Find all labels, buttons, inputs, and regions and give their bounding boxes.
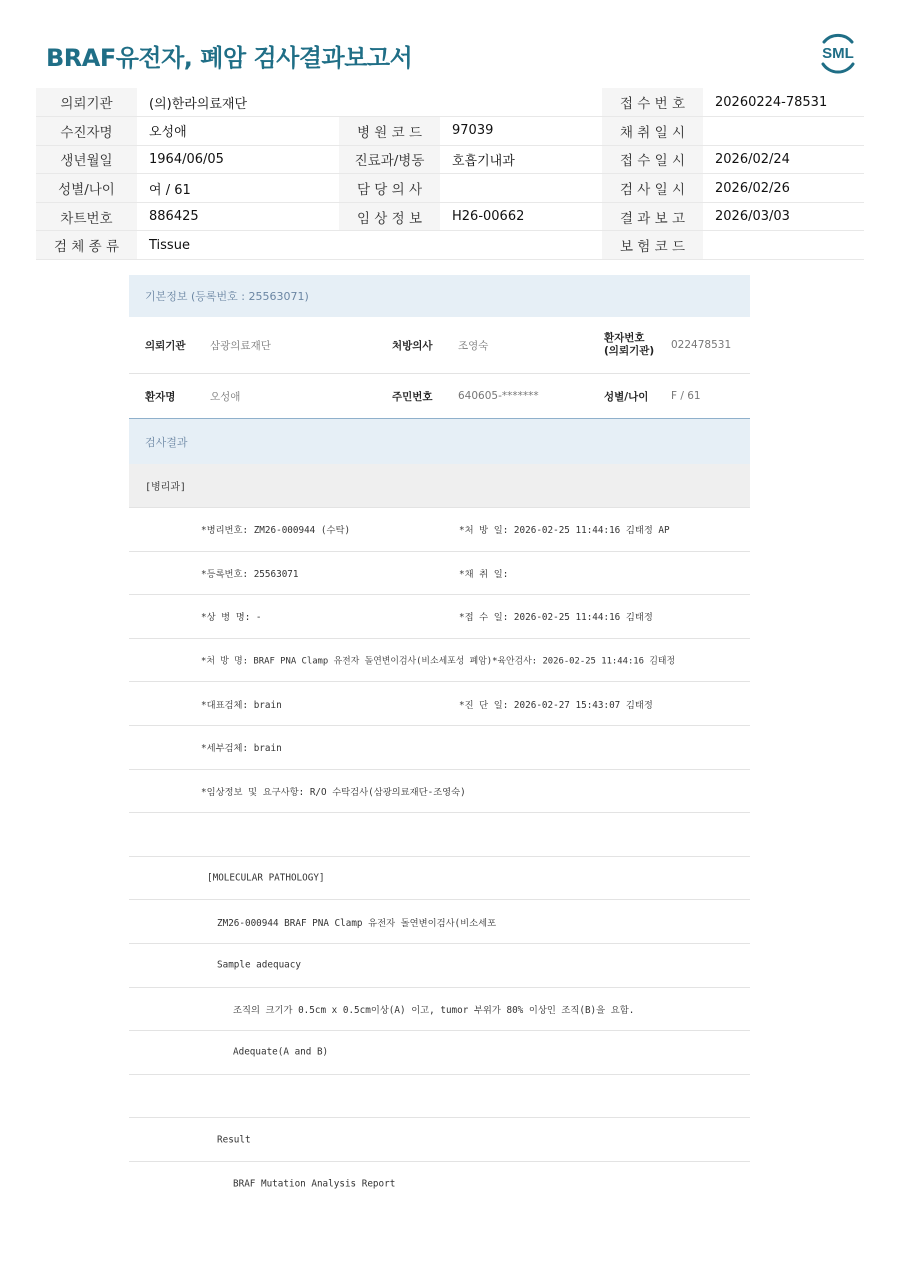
report-title: BRAF유전자, 폐암 검사결과보고서 bbox=[46, 44, 413, 72]
cell-empty bbox=[440, 88, 602, 117]
patient-no-label bbox=[604, 332, 671, 358]
patient-no-label-line2: (의뢰기관) bbox=[604, 345, 655, 357]
header-row bbox=[36, 174, 864, 203]
result-row bbox=[129, 988, 750, 1032]
doctor-value: 조영숙 bbox=[458, 339, 489, 352]
path-no-text: *병리번호: ZM26-000944 (수탁) bbox=[201, 525, 351, 537]
basic-info-section-title: 기본정보 (등록번호 : 25563071) bbox=[129, 275, 750, 317]
patient-name-value: 오성애 bbox=[210, 390, 241, 403]
cell-value: 오성애 bbox=[137, 117, 339, 146]
cell-label: 성별/나이 bbox=[36, 174, 137, 203]
cell-value: 2026/02/26 bbox=[703, 174, 864, 203]
cell-label: 접 수 일 시 bbox=[602, 145, 703, 174]
cell-empty bbox=[339, 231, 440, 260]
cell-value bbox=[440, 174, 602, 203]
cell-value: 97039 bbox=[440, 117, 602, 146]
result-row bbox=[129, 857, 750, 901]
result-row bbox=[129, 639, 750, 683]
header-row bbox=[36, 231, 864, 260]
cell-value: 2026/02/24 bbox=[703, 145, 864, 174]
rep-specimen-text: *대표검체: brain bbox=[201, 699, 282, 711]
department-header: [병리과] bbox=[129, 464, 750, 508]
result-row bbox=[129, 1162, 750, 1206]
cell-value bbox=[703, 117, 864, 146]
result-row bbox=[129, 1031, 750, 1075]
cell-label: 결 과 보 고 bbox=[602, 202, 703, 231]
sex-age-label: 성별/나이 bbox=[604, 390, 649, 403]
basic-info-row bbox=[129, 317, 750, 374]
cell-label: 의뢰기관 bbox=[36, 88, 137, 117]
cell-label: 차트번호 bbox=[36, 202, 137, 231]
patient-no-label-line1: 환자번호 bbox=[604, 332, 645, 344]
logo-text: SML bbox=[822, 45, 854, 62]
order-name-text: *처 방 명: BRAF PNA Clamp 유전자 돌연변이검사(비소세포성 폐암)*육안검사: 2026-02-25 11:44:16 김태정 bbox=[201, 656, 676, 667]
cell-label: 임 상 정 보 bbox=[339, 202, 440, 231]
inst-label: 의뢰기관 bbox=[145, 339, 186, 352]
result-row bbox=[129, 726, 750, 770]
result-section-title: 검사결과 bbox=[129, 418, 750, 464]
receipt-date-text: *접 수 일: 2026-02-25 11:44:16 김태정 bbox=[459, 612, 653, 624]
cell-label: 병 원 코 드 bbox=[339, 117, 440, 146]
inst-value: 삼광의료재단 bbox=[210, 339, 271, 352]
result-label: Result bbox=[217, 1134, 251, 1146]
result-row bbox=[129, 595, 750, 639]
result-row-blank bbox=[129, 1075, 750, 1119]
order-date-text: *처 방 일: 2026-02-25 11:44:16 김태정 AP bbox=[459, 525, 670, 537]
result-row bbox=[129, 552, 750, 596]
sample-adequacy-text: Sample adequacy bbox=[217, 959, 301, 971]
collect-date-text: *채 취 일: bbox=[459, 568, 509, 580]
report-title-text: BRAF Mutation Analysis Report bbox=[233, 1178, 396, 1190]
header-row bbox=[36, 88, 864, 117]
cell-label: 채 취 일 시 bbox=[602, 117, 703, 146]
cell-value: (의)한라의료재단 bbox=[137, 88, 339, 117]
cell-label: 보 험 코 드 bbox=[602, 231, 703, 260]
cell-label: 검 사 일 시 bbox=[602, 174, 703, 203]
cell-value: 2026/03/03 bbox=[703, 202, 864, 231]
rrn-value: 640605-******* bbox=[458, 390, 539, 402]
adequacy-criteria-text: 조직의 크기가 0.5cm x 0.5cm이상(A) 이고, tumor 부위가 80% 이상인 조직(B)을 요함. bbox=[233, 1004, 635, 1016]
header-row bbox=[36, 117, 864, 146]
adequate-text: Adequate(A and B) bbox=[233, 1046, 329, 1058]
cell-value: 여 / 61 bbox=[137, 174, 339, 203]
result-row bbox=[129, 944, 750, 988]
cell-value bbox=[703, 231, 864, 260]
cell-label: 생년월일 bbox=[36, 145, 137, 174]
clinical-info-text: *임상정보 및 요구사항: R/O 수탁검사(삼광의료재단-조영숙) bbox=[201, 786, 466, 798]
header-row bbox=[36, 202, 864, 231]
cell-value: 20260224-78531 bbox=[703, 88, 864, 117]
patient-name-label: 환자명 bbox=[145, 390, 176, 403]
patient-no-value: 022478531 bbox=[671, 339, 732, 351]
sex-age-value: F / 61 bbox=[671, 390, 701, 402]
cell-label: 담 당 의 사 bbox=[339, 174, 440, 203]
result-row bbox=[129, 1118, 750, 1162]
result-row bbox=[129, 508, 750, 552]
cell-label: 접 수 번 호 bbox=[602, 88, 703, 117]
reg-no-text: *등록번호: 25563071 bbox=[201, 568, 299, 580]
result-row bbox=[129, 682, 750, 726]
cell-label: 수진자명 bbox=[36, 117, 137, 146]
cell-value: 1964/06/05 bbox=[137, 145, 339, 174]
cell-value: H26-00662 bbox=[440, 202, 602, 231]
cell-value: 호흡기내과 bbox=[440, 145, 602, 174]
test-line-text: ZM26-000944 BRAF PNA Clamp 유전자 돌연변이검사(비소세포 bbox=[217, 917, 497, 929]
cell-empty bbox=[339, 88, 440, 117]
sml-logo bbox=[814, 30, 862, 76]
cell-value: Tissue bbox=[137, 231, 339, 260]
cell-empty bbox=[440, 231, 602, 260]
result-row-blank bbox=[129, 813, 750, 857]
rrn-label: 주민번호 bbox=[392, 390, 433, 403]
result-row bbox=[129, 900, 750, 944]
cell-label: 검 체 종 류 bbox=[36, 231, 137, 260]
molecular-pathology-header: [MOLECULAR PATHOLOGY] bbox=[207, 872, 325, 884]
diag-date-text: *진 단 일: 2026-02-27 15:43:07 김태정 bbox=[459, 699, 653, 711]
result-row bbox=[129, 770, 750, 814]
header-row bbox=[36, 145, 864, 174]
sub-specimen-text: *세부검체: brain bbox=[201, 743, 282, 755]
basic-info-row bbox=[129, 374, 750, 418]
doctor-label: 처방의사 bbox=[392, 339, 433, 352]
cell-label: 진료과/병동 bbox=[339, 145, 440, 174]
header-info-table bbox=[36, 88, 864, 260]
disease-text: *상 병 명: - bbox=[201, 612, 262, 624]
report-body bbox=[129, 275, 750, 1206]
cell-value: 886425 bbox=[137, 202, 339, 231]
